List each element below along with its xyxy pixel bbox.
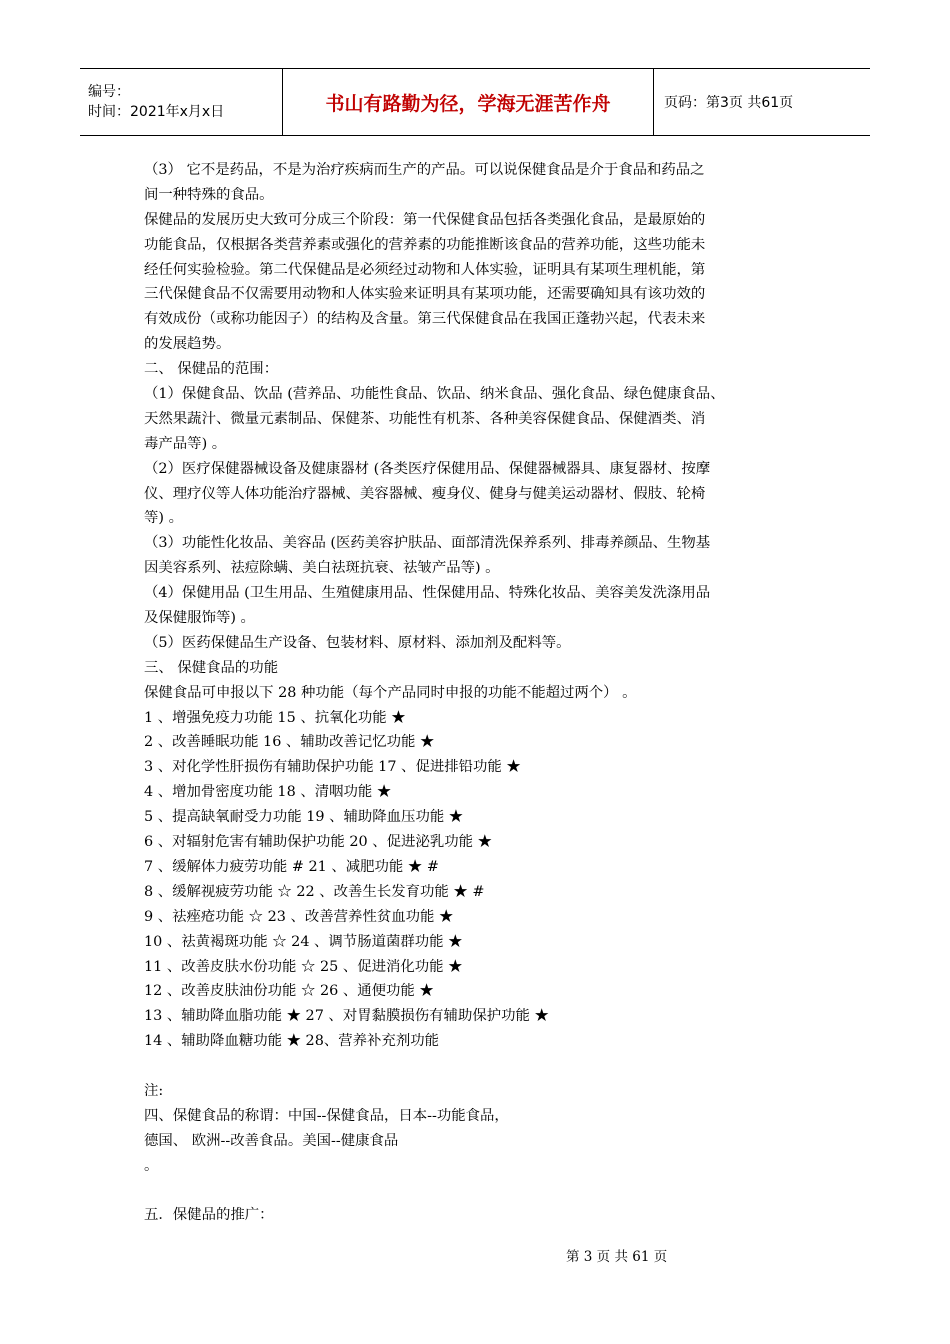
text-line: （3）功能性化妆品、美容品 (医药美容护肤品、面部清洗保养系列、排毒养颜品、生物基 xyxy=(144,535,711,552)
text-line: 11 、改善皮肤水份功能 ☆ 25 、促进消化功能 ★ xyxy=(144,958,463,975)
text-line: 及保健服饰等) 。 xyxy=(144,610,255,627)
text-line: 4 、增加骨密度功能 18 、清咽功能 ★ xyxy=(144,784,392,801)
page-header xyxy=(80,68,870,136)
text-line: 毒产品等) 。 xyxy=(144,435,227,452)
text-line: （3） 它不是药品，不是为治疗疾病而生产的产品。可以说保健食品是介于食品和药品之 xyxy=(144,162,705,178)
text-line: 6 、对辐射危害有辅助保护功能 20 、促进泌乳功能 ★ xyxy=(144,834,492,851)
text-line: 10 、祛黄褐斑功能 ☆ 24 、调节肠道菌群功能 ★ xyxy=(144,933,463,950)
text-line: 注: xyxy=(144,1082,164,1099)
blank-line xyxy=(144,1179,812,1204)
text-line: （5）医药保健品生产设备、包装材料、原材料、添加剂及配料等。 xyxy=(144,634,571,651)
text-line: 德国、 欧洲--改善食品。美国--健康食品 xyxy=(144,1132,399,1149)
text-line: 保健食品可申报以下 28 种功能（每个产品同时申报的功能不能超过两个） 。 xyxy=(144,684,637,701)
text-line: 的发展趋势。 xyxy=(144,336,231,353)
document-body xyxy=(144,158,812,1228)
text-line: 13 、辅助降血脂功能 ★ 27 、对胃黏膜损伤有辅助保护功能 ★ xyxy=(144,1008,549,1025)
text-line: 9 、祛痤疮功能 ☆ 23 、改善营养性贫血功能 ★ xyxy=(144,908,454,925)
text-line: 。 xyxy=(144,1157,159,1174)
header-meta xyxy=(80,69,282,135)
text-line: 间一种特殊的食品。 xyxy=(144,186,274,203)
text-line: 天然果蔬汁、微量元素制品、保健茶、功能性有机茶、各种美容保健食品、保健酒类、消 xyxy=(144,410,706,427)
text-line: 四、保健食品的称谓：中国--保健食品，日本--功能食品， xyxy=(144,1107,509,1124)
text-line: （4）保健用品 (卫生用品、生殖健康用品、性保健用品、特殊化妆品、美容美发洗涤用品 xyxy=(144,585,711,602)
text-line: 三代保健食品不仅需要用动物和人体实验来证明具有某项功能，还需要确知具有该功效的 xyxy=(144,286,706,303)
text-line: 8 、缓解视疲劳功能 ☆ 22 、改善生长发育功能 ★ # xyxy=(144,883,485,900)
text-line: 2 、改善睡眠功能 16 、辅助改善记忆功能 ★ xyxy=(144,734,435,751)
text-line: 3 、对化学性肝损伤有辅助保护功能 17 、促进排铅功能 ★ xyxy=(144,759,521,776)
text-line: 保健品的发展历史大致可分成三个阶段：第一代保健食品包括各类强化食品，是最原始的 xyxy=(144,211,706,228)
text-line: 仪、理疗仪等人体功能治疗器械、美容器械、瘦身仪、健身与健美运动器材、假肢、轮椅 xyxy=(144,485,706,502)
page-footer: 第 3 页 共 61 页 xyxy=(566,1249,668,1265)
text-line: 因美容系列、祛痘除螨、美白祛斑抗衰、祛皱产品等) 。 xyxy=(144,560,500,577)
text-line: 有效成份（或称功能因子）的结构及含量。第三代保健食品在我国正蓬勃兴起，代表未来 xyxy=(144,311,706,328)
text-line: 5 、提高缺氧耐受力功能 19 、辅助降血压功能 ★ xyxy=(144,809,464,826)
text-line: 等) 。 xyxy=(144,510,183,527)
header-motto: 书山有路勤为径，学海无涯苦作舟 xyxy=(282,69,654,135)
text-line: 五．保健品的推广： xyxy=(144,1207,274,1224)
text-line: （2）医疗保健器械设备及健康器材 (各类医疗保健用品、保健器械器具、康复器材、按摩 xyxy=(144,460,711,477)
document-time-label: 时间：2021年x月x日 xyxy=(88,104,225,120)
text-line: 12 、改善皮肤油份功能 ☆ 26 、通便功能 ★ xyxy=(144,983,434,1000)
text-line: 7 、缓解体力疲劳功能 # 21 、减肥功能 ★ # xyxy=(144,858,439,875)
blank-line xyxy=(144,1054,812,1079)
text-line: （1）保健食品、饮品 (营养品、功能性食品、饮品、纳米食品、强化食品、绿色健康食品、 xyxy=(144,386,725,403)
text-line: 1 、增强免疫力功能 15 、抗氧化功能 ★ xyxy=(144,709,406,726)
text-line: 三、 保健食品的功能 xyxy=(144,659,279,676)
text-line: 14 、辅助降血糖功能 ★ 28、营养补充剂功能 xyxy=(144,1033,439,1050)
header-page-code: 页码：第3页 共61页 xyxy=(664,95,794,111)
text-line: 经任何实验检验。第二代保健品是必须经过动物和人体实验，证明具有某项生理机能，第 xyxy=(144,261,706,278)
document-number-label: 编号： xyxy=(88,84,130,100)
text-line: 功能食品，仅根据各类营养素或强化的营养素的功能推断该食品的营养功能，这些功能未 xyxy=(144,236,706,253)
text-line: 二、 保健品的范围： xyxy=(144,361,279,378)
